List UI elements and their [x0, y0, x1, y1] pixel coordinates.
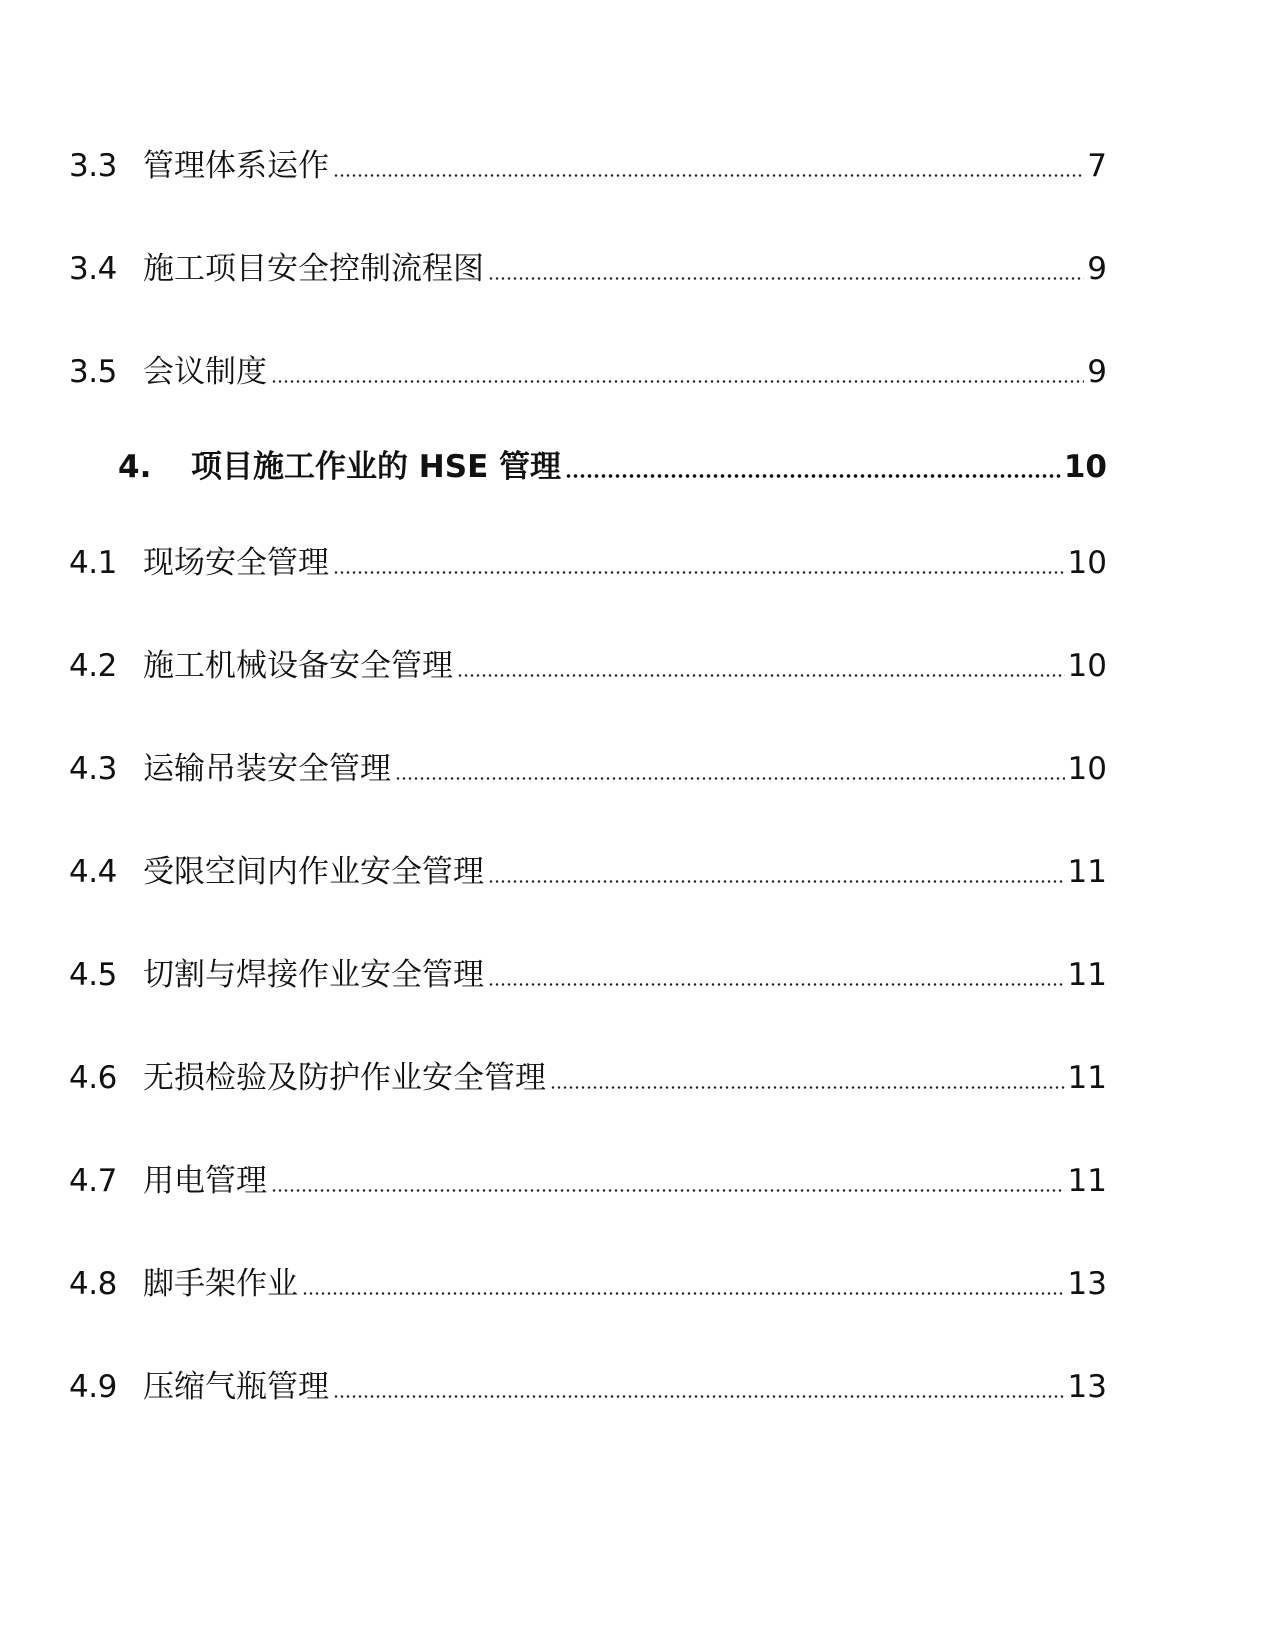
dot-leader [457, 674, 1065, 677]
toc-entry-page: 10 [1063, 449, 1107, 485]
dot-leader [333, 571, 1065, 574]
dot-leader [488, 880, 1065, 883]
dot-leader [488, 277, 1084, 280]
toc-entry-page: 11 [1067, 1163, 1107, 1199]
toc-entry-page: 9 [1087, 251, 1107, 287]
toc-entry-link[interactable] [143, 745, 1107, 793]
toc-entry-link[interactable] [191, 443, 1107, 491]
toc-entry-link[interactable] [143, 951, 1107, 999]
toc-entry-page: 7 [1087, 148, 1107, 184]
toc-entry-number: 3.5 [69, 354, 117, 390]
toc-entry-title: 压缩气瓶管理 [143, 1369, 329, 1405]
toc-entry-title: 施工机械设备安全管理 [143, 648, 453, 684]
toc-entry-link[interactable] [143, 245, 1107, 293]
dot-leader [565, 474, 1061, 478]
toc-entry-4-6[interactable] [0, 1054, 1275, 1102]
toc-entry-link[interactable] [143, 1363, 1107, 1411]
toc-entry-4-2[interactable] [0, 642, 1275, 690]
toc-entry-number: 4.8 [69, 1266, 117, 1302]
toc-entry-title: 切割与焊接作业安全管理 [143, 957, 484, 993]
toc-entry-title: 运输吊装安全管理 [143, 751, 391, 787]
toc-entry-title: 管理体系运作 [143, 148, 329, 184]
dot-leader [395, 777, 1065, 780]
toc-entry-number: 4.1 [69, 545, 117, 581]
dot-leader [333, 1395, 1065, 1398]
toc-entry-number: 4.5 [69, 957, 117, 993]
toc-entry-3-4[interactable] [0, 245, 1275, 293]
toc-entry-4-8[interactable] [0, 1260, 1275, 1308]
dot-leader [302, 1292, 1065, 1295]
dot-leader [333, 174, 1084, 177]
toc-entry-page: 9 [1087, 354, 1107, 390]
toc-entry-link[interactable] [143, 142, 1107, 190]
toc-entry-page: 10 [1067, 648, 1107, 684]
toc-entry-link[interactable] [143, 348, 1107, 396]
toc-entry-link[interactable] [143, 848, 1107, 896]
toc-entry-number: 4.3 [69, 751, 117, 787]
toc-entry-link[interactable] [143, 1157, 1107, 1205]
toc-entry-number: 4.4 [69, 854, 117, 890]
toc-entry-page: 13 [1067, 1266, 1107, 1302]
toc-entry-4-3[interactable] [0, 745, 1275, 793]
toc-entry-page: 11 [1067, 957, 1107, 993]
toc-entry-title: 无损检验及防护作业安全管理 [143, 1060, 546, 1096]
toc-entry-title: 会议制度 [143, 354, 267, 390]
toc-chapter-number: 4. [118, 449, 152, 485]
toc-entry-number: 3.4 [69, 251, 117, 287]
dot-leader [488, 983, 1065, 986]
toc-entry-4-7[interactable] [0, 1157, 1275, 1205]
toc-entry-link[interactable] [143, 539, 1107, 587]
toc-entry-link[interactable] [143, 1260, 1107, 1308]
toc-entry-number: 4.7 [69, 1163, 117, 1199]
dot-leader [550, 1086, 1065, 1089]
toc-entry-link[interactable] [143, 1054, 1107, 1102]
toc-entry-4-9[interactable] [0, 1363, 1275, 1411]
toc-entry-page: 11 [1067, 1060, 1107, 1096]
toc-entry-3-5[interactable] [0, 348, 1275, 396]
toc-entry-page: 13 [1067, 1369, 1107, 1405]
dot-leader [271, 1189, 1065, 1192]
dot-leader [271, 380, 1084, 383]
toc-entry-3-3[interactable] [0, 142, 1275, 190]
toc-chapter-title: 项目施工作业的 HSE 管理 [191, 449, 562, 485]
toc-entry-4-5[interactable] [0, 951, 1275, 999]
toc-entry-4-4[interactable] [0, 848, 1275, 896]
toc-entry-number: 4.6 [69, 1060, 117, 1096]
toc-entry-number: 3.3 [69, 148, 117, 184]
toc-entry-title: 现场安全管理 [143, 545, 329, 581]
toc-entry-title: 脚手架作业 [143, 1266, 298, 1302]
toc-entry-title: 施工项目安全控制流程图 [143, 251, 484, 287]
toc-entry-title: 受限空间内作业安全管理 [143, 854, 484, 890]
toc-entry-page: 10 [1067, 751, 1107, 787]
toc-entry-link[interactable] [143, 642, 1107, 690]
toc-entry-page: 10 [1067, 545, 1107, 581]
toc-entry-chapter-4[interactable] [0, 443, 1275, 491]
toc-entry-number: 4.2 [69, 648, 117, 684]
toc-entry-4-1[interactable] [0, 539, 1275, 587]
toc-entry-page: 11 [1067, 854, 1107, 890]
toc-entry-title: 用电管理 [143, 1163, 267, 1199]
toc-entry-number: 4.9 [69, 1369, 117, 1405]
